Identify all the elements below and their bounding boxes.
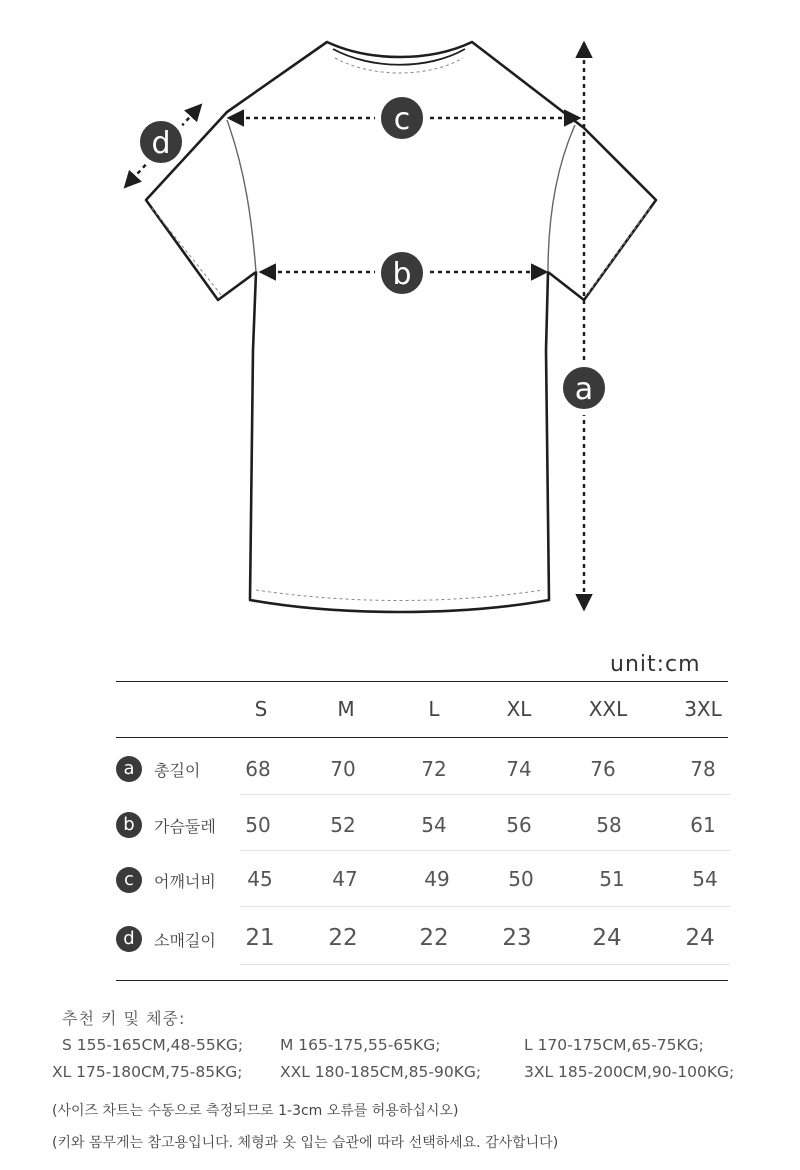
row-label-c: [116, 866, 216, 894]
table-header-rule: [116, 737, 728, 738]
note-tolerance: (사이즈 차트는 수동으로 측정되므로 1-3cm 오류를 허용하십시오): [52, 1103, 459, 1119]
table-cell: 47: [332, 867, 358, 891]
table-top-rule: [116, 681, 728, 682]
row-divider: [240, 850, 730, 851]
table-cell: 51: [599, 867, 625, 891]
table-cell: 49: [424, 867, 450, 891]
table-cell: 50: [508, 867, 534, 891]
table-cell: 22: [328, 925, 358, 951]
row-label-a: [116, 755, 200, 783]
table-cell: 74: [506, 757, 532, 781]
recommend-item-s: S 155-165CM,48-55KG;: [62, 1036, 244, 1054]
table-cell: 68: [245, 757, 271, 781]
note-reference: (키와 몸무게는 참고용입니다. 체형과 옷 입는 습관에 따라 선택하세요. 감사합니다): [52, 1135, 559, 1151]
row-label-text: 어깨너비: [154, 871, 216, 891]
unit-label: unit:cm: [610, 652, 701, 677]
badge-a-label: a: [574, 372, 594, 407]
recommend-title: 추천 키 및 체중:: [62, 1009, 186, 1028]
badge-d-label: d: [151, 126, 171, 161]
table-cell: 61: [690, 813, 716, 837]
badge-c-label: c: [393, 102, 411, 137]
size-header-m: M: [337, 697, 355, 721]
table-cell: 72: [421, 757, 447, 781]
row-label-text: 총길이: [154, 760, 201, 780]
table-bottom-rule: [116, 980, 728, 981]
row-label-b: [116, 811, 216, 839]
recommend-item-xl: XL 175-180CM,75-85KG;: [52, 1063, 243, 1081]
table-cell: 54: [421, 813, 447, 837]
table-cell: 52: [330, 813, 356, 837]
badge-b-label: b: [392, 257, 412, 292]
table-cell: 78: [690, 757, 716, 781]
row-label-text: 소매길이: [154, 930, 216, 950]
table-cell: 24: [592, 925, 622, 951]
table-cell: 23: [502, 925, 532, 951]
table-cell: 50: [245, 813, 271, 837]
recommend-item-xxl: XXL 180-185CM,85-90KG;: [280, 1063, 482, 1081]
size-header-3xl: 3XL: [684, 697, 722, 721]
table-cell: 21: [245, 925, 275, 951]
badge-d-small: d: [116, 926, 142, 952]
row-label-text: 가슴둘레: [154, 816, 216, 836]
row-divider: [240, 794, 730, 795]
table-cell: 45: [247, 867, 273, 891]
row-divider: [240, 964, 730, 965]
table-cell: 54: [692, 867, 718, 891]
size-header-xl: XL: [506, 697, 532, 721]
table-cell: 24: [685, 925, 715, 951]
table-cell: 70: [330, 757, 356, 781]
recommend-item-m: M 165-175,55-65KG;: [280, 1036, 441, 1054]
table-cell: 76: [590, 757, 616, 781]
size-header-xxl: XXL: [588, 697, 628, 721]
badge-c-small: c: [116, 867, 142, 893]
table-cell: 58: [596, 813, 622, 837]
size-header-l: L: [428, 697, 440, 721]
recommend-item-3xl: 3XL 185-200CM,90-100KG;: [524, 1063, 735, 1081]
table-cell: 22: [419, 925, 449, 951]
table-cell: 56: [506, 813, 532, 837]
row-label-d: [116, 925, 216, 953]
size-header-s: S: [254, 697, 268, 721]
badge-b-small: b: [116, 812, 142, 838]
row-divider: [240, 906, 730, 907]
badge-a-small: a: [116, 756, 142, 782]
recommend-item-l: L 170-175CM,65-75KG;: [524, 1036, 704, 1054]
